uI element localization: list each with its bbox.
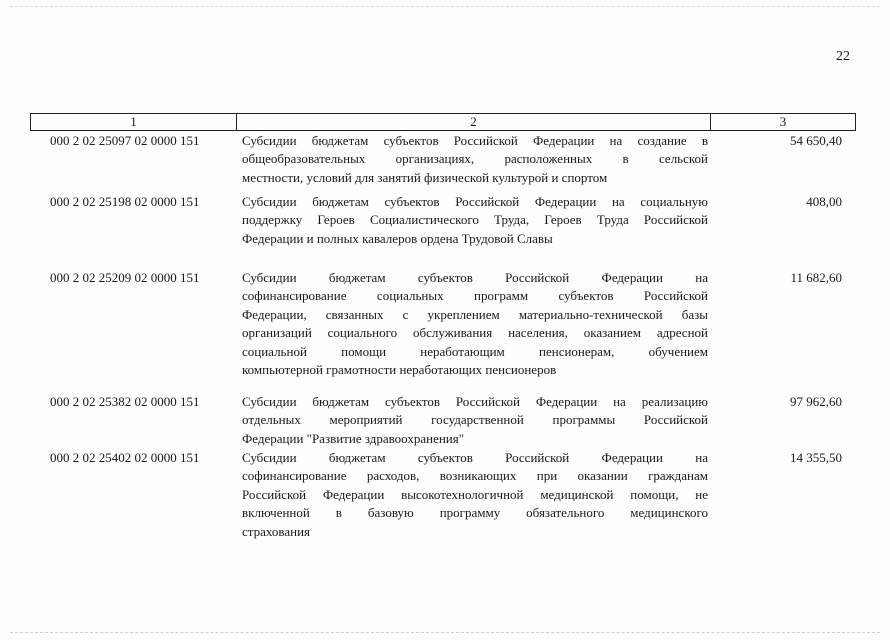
row-amount: 11 682,60 [790,270,842,285]
description-line: включенной в базовую программу обязательного медицинского [242,505,708,521]
description-line: Федерации и полных кавалеров ордена Трудовой Славы [242,230,553,246]
row-amount: 14 355,50 [790,450,842,465]
row-description [242,393,708,448]
row-amount: 97 962,60 [790,394,842,409]
description-line: страхования [242,523,311,539]
table-header [30,113,856,131]
description-line: Федерации, связанных с укреплением материально-технической базы [242,306,708,322]
row-amount: 408,00 [806,194,842,209]
row-description [242,193,708,248]
budget-code: 000 2 02 25209 02 0000 151 [50,270,200,285]
row-description [242,449,708,541]
description-line: Федерации "Развитие здравоохранения" [242,430,465,446]
scan-edge-top [10,6,880,7]
description-line: отдельных мероприятий государственной программы Российской [242,412,708,428]
description-line: софинансирование социальных программ субъектов Российской [242,288,708,304]
column-header-description: 2 [237,114,711,130]
description-line: Субсидии бюджетам субъектов Российской Федерации на [242,270,708,285]
description-line: организаций социального обслуживания населения, оказанием адресной [242,325,708,341]
description-line: социальной помощи неработающим пенсионерам, обучением [242,343,708,359]
description-line: Субсидии бюджетам субъектов Российской Федерации на создание в [242,133,708,148]
budget-code: 000 2 02 25402 02 0000 151 [50,450,200,465]
description-line: Российской Федерации высокотехнологичной медицинской помощи, не [242,486,708,502]
budget-code: 000 2 02 25198 02 0000 151 [50,194,200,209]
description-line: поддержку Героев Социалистического Труда, Героев Труда Российской [242,212,708,228]
row-description [242,269,708,379]
budget-code: 000 2 02 25382 02 0000 151 [50,394,200,409]
description-line: Субсидии бюджетам субъектов Российской Федерации на [242,450,708,465]
description-line: общеобразовательных организациях, расположенных в сельской [242,151,708,167]
column-header-code: 1 [31,114,237,130]
scan-edge-bottom [10,632,880,633]
description-line: софинансирование расходов, возникающих при оказании гражданам [242,468,708,484]
description-line: Субсидии бюджетам субъектов Российской Федерации на реализацию [242,394,708,409]
row-amount: 54 650,40 [790,133,842,148]
page-number: 22 [836,49,850,64]
row-description [242,132,708,187]
description-line: Субсидии бюджетам субъектов Российской Федерации на социальную [242,194,708,209]
column-header-amount: 3 [779,114,787,129]
budget-code: 000 2 02 25097 02 0000 151 [50,133,200,148]
description-line: компьютерной грамотности неработающих пенсионеров [242,362,557,378]
description-line: местности, условий для занятий физической культурой и спортом [242,169,608,185]
